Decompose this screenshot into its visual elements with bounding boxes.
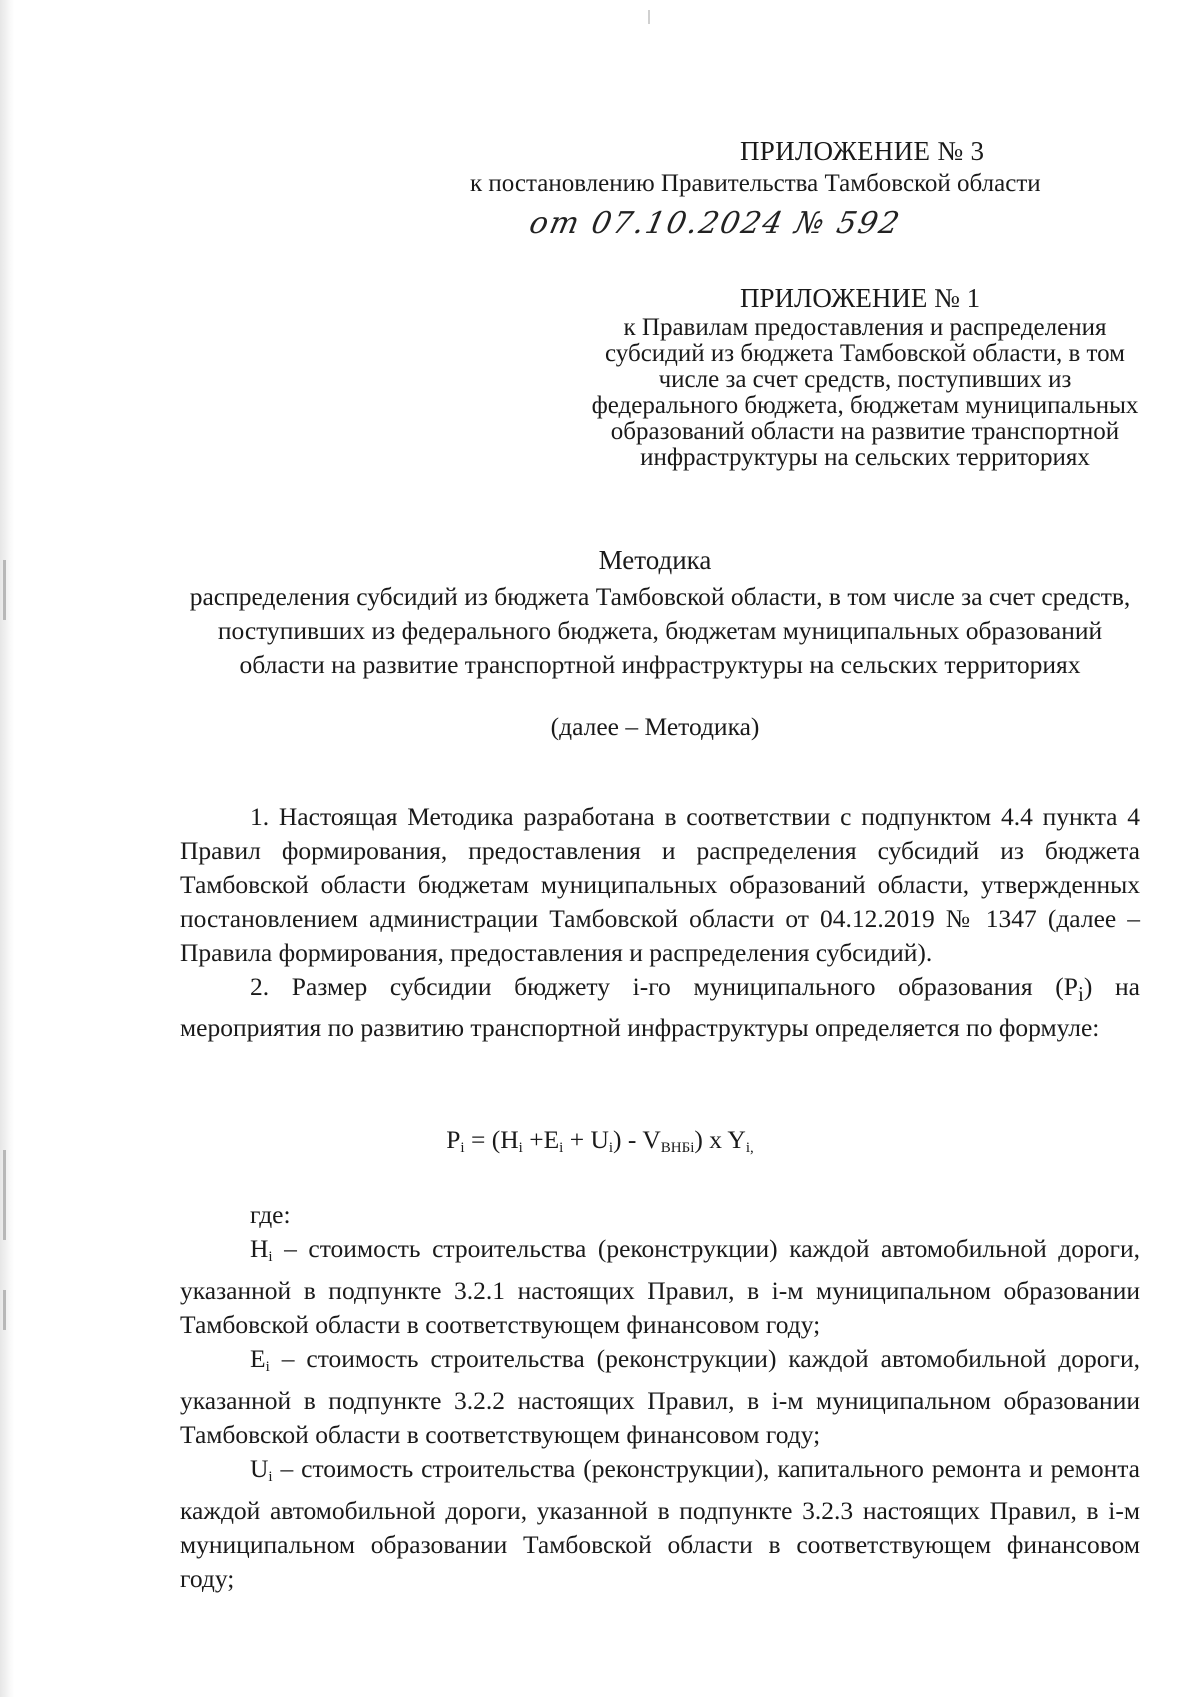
methodology-title: Методика: [598, 545, 712, 575]
methodology-note: (далее – Методика): [550, 712, 760, 741]
handwritten-date-number: от 07.10.2024 № 592: [526, 206, 905, 241]
scan-artifact: [648, 10, 650, 24]
formula: [0, 1125, 1200, 1157]
definition-e: [180, 1342, 1140, 1452]
formula-part: ) x Y: [694, 1125, 746, 1154]
definition-text: – стоимость строительства (реконструкции) каждой автомобильной дороги, указанной в подпункте 3.2.1 настоящих Правил, в i-м муниципальном образовании Тамбовской области в соответствующем финансовом году;: [180, 1234, 1140, 1339]
formula-part: + U: [563, 1125, 609, 1154]
subscript: i: [608, 1140, 614, 1156]
subscript: i: [460, 1140, 465, 1156]
definitions: [180, 1198, 1140, 1596]
symbol: H: [250, 1234, 269, 1263]
definition-h: [180, 1232, 1140, 1342]
definition-u: [180, 1452, 1140, 1596]
subscript: i: [559, 1140, 564, 1156]
paragraph-1: 1. Настоящая Методика разработана в соответствии с подпунктом 4.4 пункта 4 Правил формирования, предоставления и распределения субсидий из бюджета Тамбовской области бюджетам муниципальных образований области, утвержденных постановлением администрации Тамбовской области от 04.12.2019 № 1347 (далее – Правила формирования, предоставления и распределения субсидий).: [180, 802, 1140, 967]
definition-text: – стоимость строительства (реконструкции) каждой автомобильной дороги, указанной в подпункте 3.2.2 настоящих Правил, в i-м муниципальном образовании Тамбовской области в соответствующем финансовом году;: [180, 1344, 1140, 1449]
paragraph-2: [180, 970, 1140, 1045]
symbol: E: [250, 1344, 266, 1373]
scan-edge: [0, 0, 14, 1697]
scan-artifact: [3, 1290, 6, 1330]
definition-text: – стоимость строительства (реконструкции), капитального ремонта и ремонта каждой автомобильной дороги, указанной в подпункте 3.2.3 настоящих Правил, в i-м муниципальном образовании Тамбовской области в соответствующем финансовом году;: [180, 1454, 1140, 1593]
paragraph-2-text-b: ) на мероприятия по развитию транспортной инфраструктуры определяется по формуле:: [180, 972, 1140, 1043]
subscript: i: [1077, 982, 1084, 1007]
formula-symbol: P: [446, 1125, 461, 1154]
subscript: i: [268, 1469, 273, 1485]
formula-part: = (H: [464, 1125, 519, 1154]
appendix3-subtitle: к постановлению Правительства Тамбовской области: [470, 170, 1041, 197]
formula-part: +E: [522, 1125, 560, 1154]
subscript: i: [265, 1359, 270, 1375]
scan-artifact: [3, 1150, 6, 1240]
symbol: U: [250, 1454, 269, 1483]
subscript: i: [518, 1140, 523, 1156]
formula-part: ) - V: [613, 1125, 661, 1154]
methodology-subtitle: распределения субсидий из бюджета Тамбовской области, в том числе за счет средств, поступивших из федерального бюджета, бюджетам муниципальных образований области на развитие транспортной инфраструктуры на сельских территориях: [189, 582, 1131, 679]
appendix1-title: ПРИЛОЖЕНИЕ № 1: [740, 283, 981, 313]
subscript: i,: [745, 1140, 754, 1156]
appendix3-title: ПРИЛОЖЕНИЕ № 3: [740, 136, 985, 166]
subscript: ВНБi: [660, 1140, 695, 1156]
where-label: где:: [250, 1200, 291, 1229]
body-text: [180, 800, 1140, 1045]
subscript: i: [268, 1249, 273, 1265]
paragraph-2-text-a: 2. Размер субсидии бюджету i-го муниципального образования (P: [250, 972, 1078, 1001]
appendix1-subtitle: к Правилам предоставления и распределения субсидий из бюджета Тамбовской области, в том числе за счет средств, поступивших из федерального бюджета, бюджетам муниципальных образований области на развитие транспортной инфраструктуры на сельских территориях: [591, 314, 1139, 471]
